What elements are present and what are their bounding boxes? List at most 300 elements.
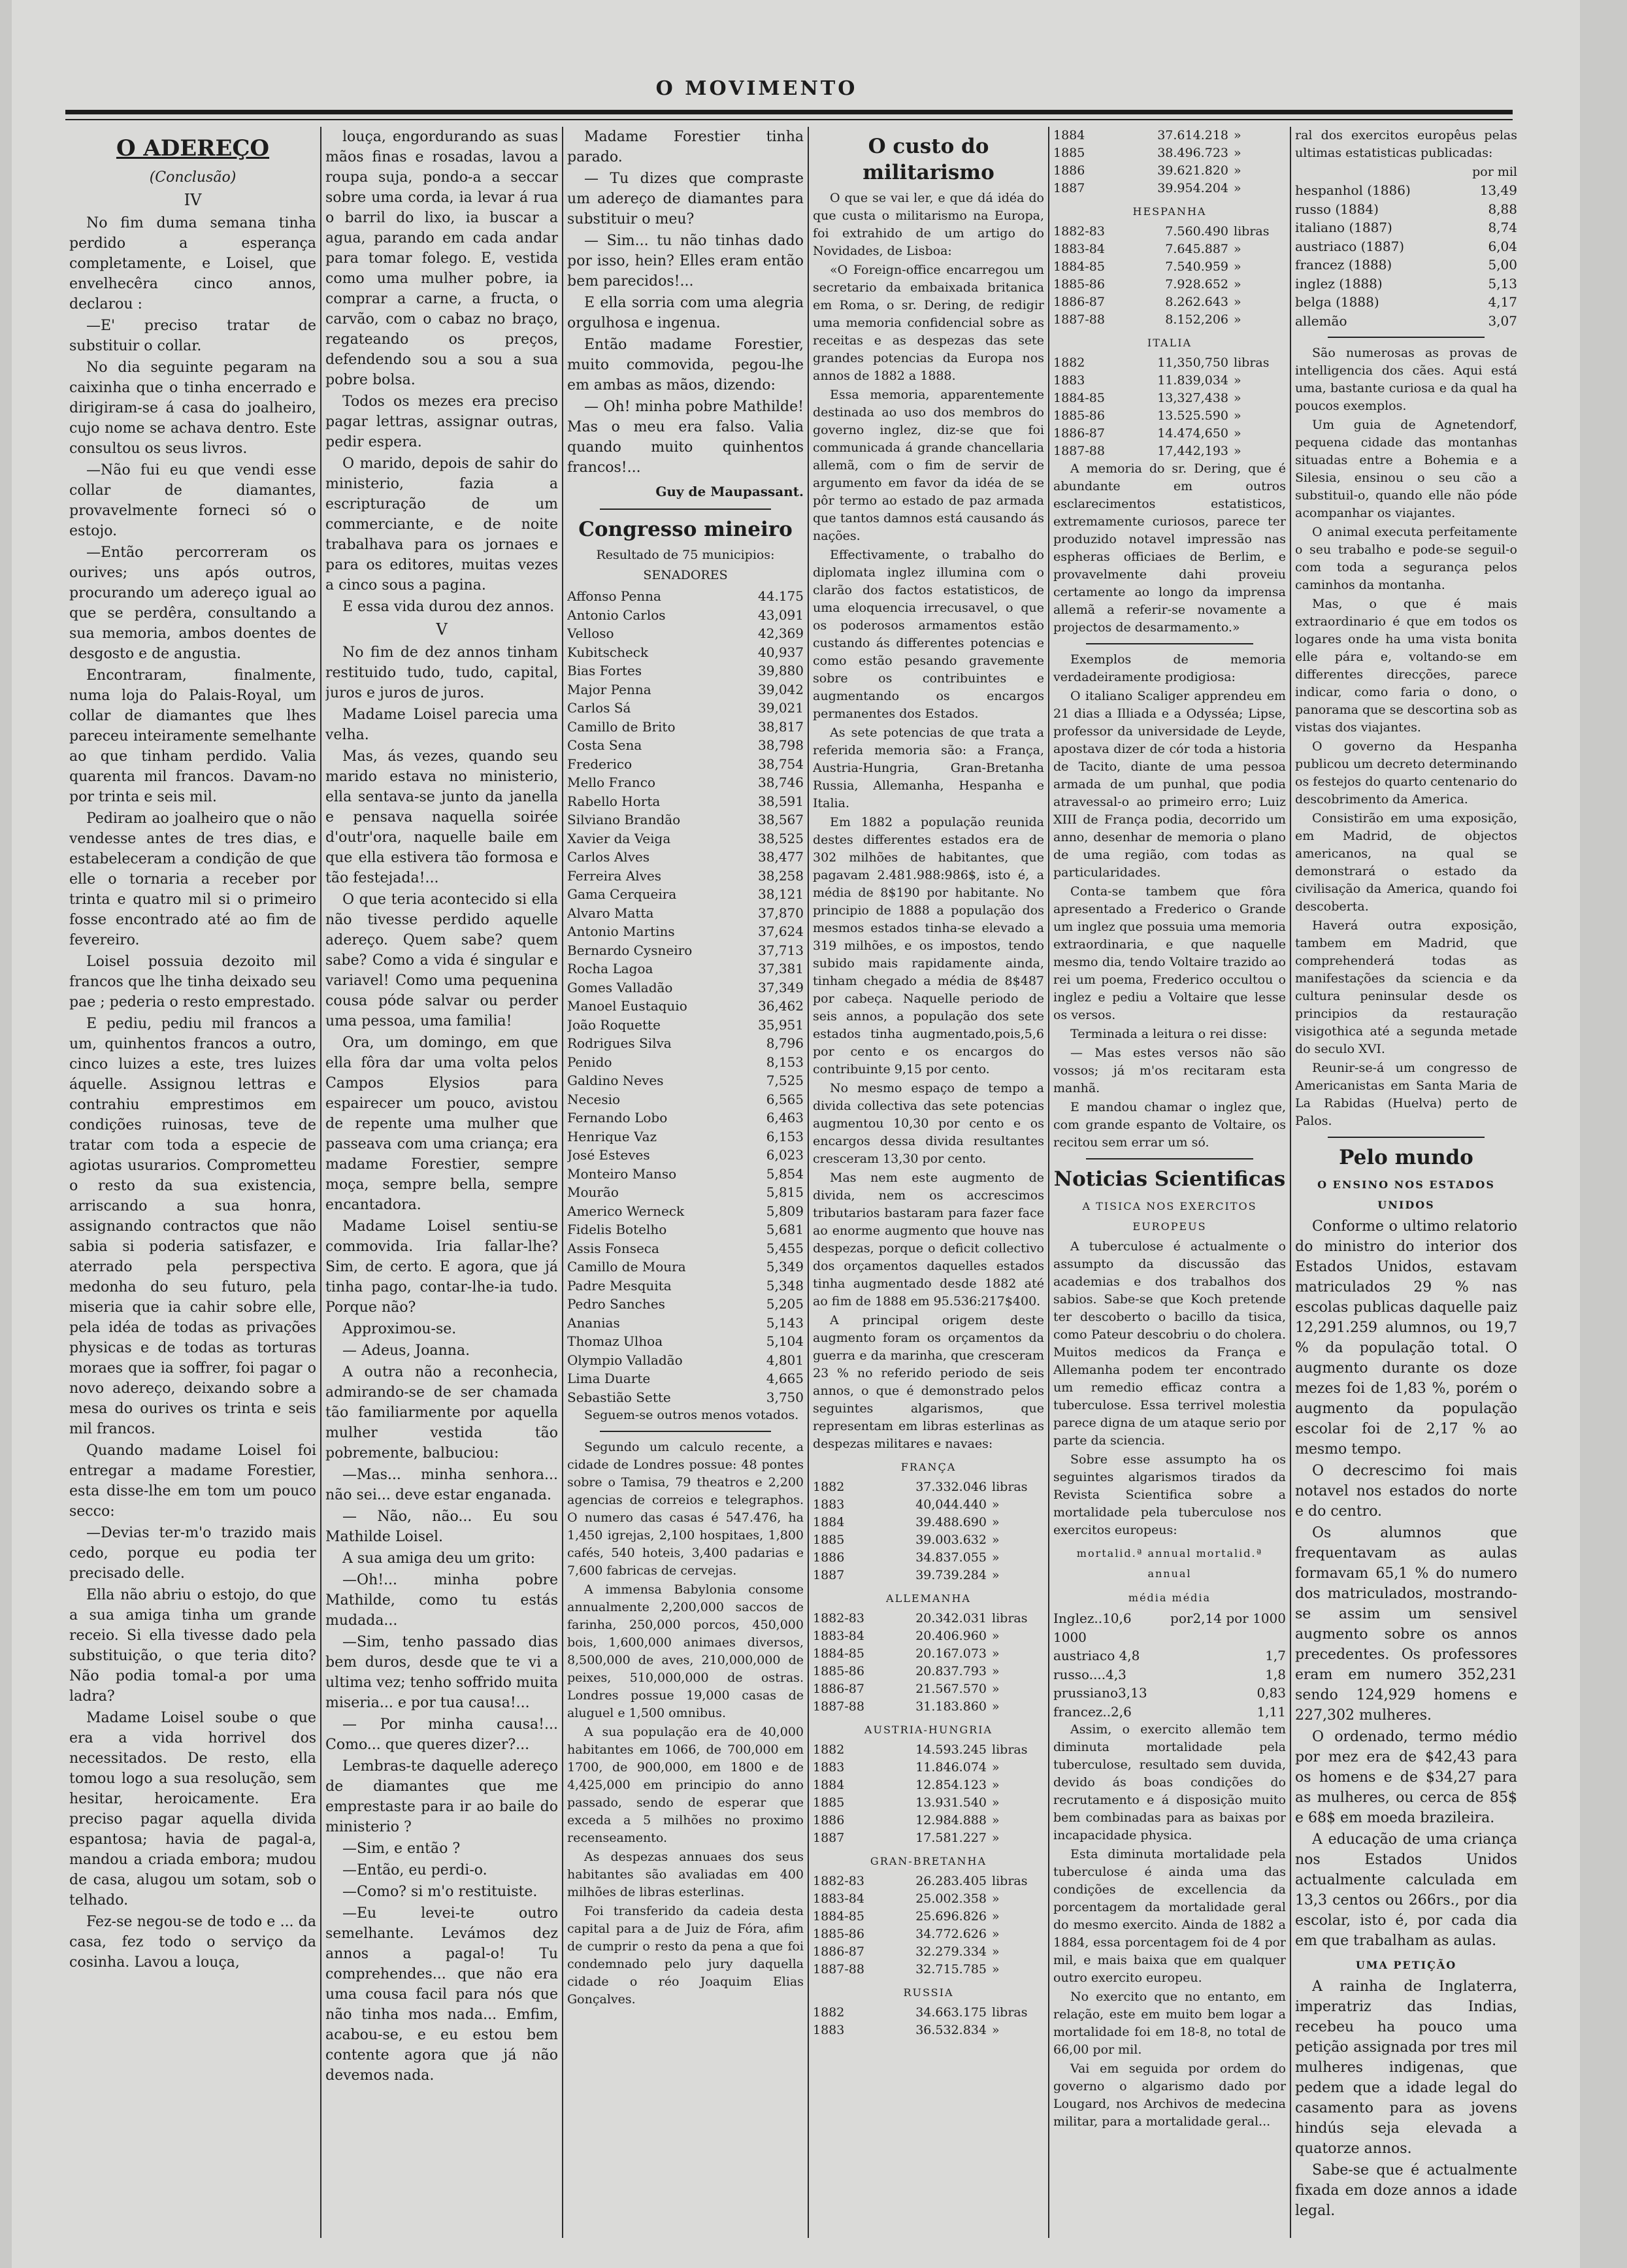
year-cell: 1882-83 [1053,224,1105,239]
table-row [1295,256,1517,275]
paragraph: Madame Loisel parecia uma velha. [325,707,558,743]
paragraph: O animal executa perfeitamente o seu trabalho e pode-se seguil-o com toda a segurança pelos caminhos da montanha. [1295,525,1517,592]
paragraph: Foi transferido da cadeia desta capital para a de Juiz de Fóra, afim de cumprir o resto da pena a que foi condemnado pelo jury daquella cidade o réo Joaquim Elias Gonçalves. [567,1904,804,2007]
tb-table [1053,1609,1286,1721]
unit-cell: » [992,1682,1000,1696]
amount-cell: 12.984.888 [915,1813,987,1827]
table-row [567,867,804,886]
amount-cell: 32.715.785 [915,1962,987,1976]
amount-cell: 39.488.690 [915,1515,987,1529]
paragraph: Esta diminuta mortalidade pela tuberculose é ainda uma das condições de excellencia da porcentagem da mortalidade geral do mesmo exercito. Ainda de 1882 a 1884, essa porcentagem foi de 4 por mil, e mais baixa que em qualquer outro exercito europeu. [1053,1847,1286,1985]
row-label: inglez (1888) [1295,275,1383,292]
unit-cell: » [992,1760,1000,1775]
table-row [567,1295,804,1314]
row-label: Bernardo Cysneiro [567,942,693,958]
paragraph: Madame Loisel soube o que era a vida horrivel dos necessitados. De resto, ella tomou logo a sua resolução, sem hesitar, heroicamente. Era preciso pagar aquella divida espantosa; havia de pagal-a, mandou a criada embora; mudou de casa, alugou um sotam, sob o telhado. [69,1710,316,1909]
column-4 [813,127,1044,2251]
row-label: francez (1888) [1295,257,1392,273]
table-row [567,1239,804,1258]
row-value: 5,00 [1488,257,1517,273]
row-label: Camillo de Moura [567,1259,686,1275]
mortality-table [1295,181,1517,330]
column-1 [69,127,316,2251]
row-value: 1,8 [1265,1666,1286,1682]
table-row [567,606,804,625]
table-heading: GRAN-BRETANHA [870,1855,987,1867]
col1-body [69,213,316,1973]
paragraph: Sobre esse assumpto ha os seguintes algarismos tirados da Revista Scientifica sobre a mortalidade pela tuberculose nos exercitos europeus: [1053,1452,1286,1537]
unit-cell: » [992,1646,1000,1661]
unit-cell: » [992,1497,1000,1512]
amount-cell: 13.931.540 [915,1795,987,1810]
row-value: 38,591 [758,793,804,809]
unit-cell: libras [1234,356,1270,370]
table-row [1053,354,1286,372]
unit-cell: » [1234,277,1241,292]
row-value: 38,525 [758,830,804,846]
row-value: 37,624 [758,924,804,939]
table-row [813,1567,1044,1584]
paragraph: O governo da Hespanha publicou um decreto determinando os festejos do quarto centenario do descobrimento da America. [1295,739,1517,807]
year-cell: 1886 [813,1550,845,1565]
paragraph: A memoria do sr. Dering, que é abundante em outros esclarecimentos estatisticos, extremamente curiosos, parece ter produzido notavel impressão nas espheras officiaes de Berlim, e provavelmente dahi proveiu certamente ao longo da imprensa allemã a referir-se novamente a projectos de desarmamento.» [1053,461,1286,635]
row-label: Mourão [567,1184,619,1200]
year-cell: 1883 [813,2023,845,2037]
year-cell: 1885 [813,1795,845,1810]
unit-cell: » [992,1831,1000,1845]
year-cell: 1885 [813,1533,845,1547]
amount-cell: 25.002.358 [915,1892,987,1906]
table-row [567,885,804,904]
row-value: 5,143 [766,1314,804,1331]
unit-cell: » [992,1927,1000,1941]
paragraph: — Oh! minha pobre Mathilde! Mas o meu era falso. Valia quando muito quinhentos francos!... [567,399,804,476]
paragraph: Reunir-se-á um congresso de Americanistas em Santa Maria de La Rabidas (Huelva) perto de Palos. [1295,1061,1517,1128]
row-label: Necesio [567,1091,621,1107]
unit-cell: » [992,1909,1000,1924]
row-value: 5,348 [766,1277,804,1293]
year-cell: 1884-85 [813,1909,864,1924]
row-label: Frederico [567,756,633,772]
table-row [567,997,804,1016]
amount-cell: 37.614.218 [1157,128,1228,142]
table-row [813,1759,1044,1776]
table-row [567,680,804,699]
top-rule-thin [65,119,1513,120]
row-value: 38,567 [758,812,804,827]
column-divider [808,127,809,2238]
unit-cell: » [1234,312,1241,327]
table-row [567,904,804,923]
row-label: Rocha Lagoa [567,961,653,976]
col4-body [813,190,1044,1453]
tb-header: mortalid.ª annual mortalid.ª annual [1076,1547,1263,1580]
paragraph: Os alumnos que frequentavam as aulas formavam 65,1 % do numero dos matriculados, mostrando-se assim um sensivel augmento sobre os annos precedentes. Os professores eram em numero 352,231 sendo 124,929 homens e 227,302 mulheres. [1295,1525,1517,1724]
row-value: 38,121 [758,886,804,902]
paragraph: Madame Forestier tinha parado. [567,129,804,165]
row-label: Antonio Martins [567,924,675,939]
row-value: 5,349 [766,1259,804,1275]
table-heading: AUSTRIA-HUNGRIA [864,1724,993,1736]
unit-cell: libras [992,1611,1028,1626]
row-value: 38,746 [758,775,804,790]
row-value: 1,11 [1257,1703,1286,1720]
row-label: Assis Fonseca [567,1240,659,1256]
paragraph: —Então percorreram os ourives; uns após outros, procurando um adereço igual ao que se perdêra, consultando a sua memoria, ambos doentes de desgosto e de angustia. [69,544,316,662]
paragraph: — Sim... tu não tinhas dado por isso, hein? Elles eram então bem parecidos!... [567,233,804,290]
amount-cell: 31.183.860 [915,1699,987,1714]
year-cell: 1883-84 [1053,242,1105,256]
table-row [567,1258,804,1276]
table-row [567,1165,804,1184]
paragraph: Ora, um domingo, em que ella fôra dar uma volta pelos Campos Elysios para espairecer um pouco, avistou de repente uma mulher que passeava com uma criança; era madame Forestier, sempre moça, sempre bella, sempre encantadora. [325,1035,558,1213]
unit-cell: » [1234,426,1241,441]
table-row [1053,407,1286,425]
amount-cell: 38.496.723 [1157,146,1228,160]
row-label: Olympio Valladão [567,1352,683,1368]
row-value: 38,477 [758,849,804,865]
row-value: 38,798 [758,737,804,753]
table-row [1053,1684,1286,1703]
row-value: 6,463 [766,1110,804,1126]
paragraph: O marido, depois de sahir do ministerio, fazia a escripturação de um commerciante, e de noite trabalhava para os jornaes e para os editores, muitas vezes a cinco sous a pagina. [325,456,558,593]
row-label: Ananias [567,1314,620,1331]
divider [600,1431,771,1432]
paragraph: No mesmo espaço de tempo a divida collectiva das sete potencias augmentou 10,30 por cento e os encargos dessa divida resultantes cresceram 13,30 por cento. [813,1081,1044,1166]
row-label: Fidelis Botelho [567,1222,667,1237]
row-label: Kubitscheck [567,644,649,660]
paragraph: Segundo um calculo recente, a cidade de Londres possue: 48 pontes sobre o Tamisa, 79 theatros e 2,200 agencias de correios e telegraphos. O numero das casas é 547.476, ha 1,450 igrejas, 2,100 hospitaes, 1,800 cafés, 540 hoteis, 3,400 padarias e 7,600 fabricas de cervejas. [567,1440,804,1578]
table-row [813,1478,1044,1496]
col3-body [567,127,804,478]
paragraph: O italiano Scaliger apprendeu em 21 dias a Illiada e a Odysséa; Lipse, professor da universidade de Leyde, apostava dizer de cór toda a historia de Tacito, diante de uma pessoa armada de um punhal, que podia atravessal-o ao primeiro erro; Luiz XIII de França podia, decorrido um anno, desenhar de memoria o plano de uma região, com todas as particularidades. [1053,689,1286,880]
table-row [1295,275,1517,293]
year-cell: 1883 [813,1760,845,1775]
year-cell: 1887-88 [813,1962,864,1976]
paragraph: A tuberculose é actualmente o assumpto da discussão das academias e dos trabalhos dos sabios. Sabe-se que Koch pretende ter descoberto o bacillo da tisica, como Pateur descobriu o do cholera. Muitos medicos da França e Allemanha podem ter encontrado um remedio efficaz contra a tuberculose. Essa terrivel molestia parece digna de um ataque serio por parte da sciencia. [1053,1239,1286,1448]
table-row [567,1016,804,1035]
table-row [567,959,804,978]
paragraph: No fim de dez annos tinham restituido tudo, tudo, capital, juros e juros de juros. [325,644,558,701]
column-3 [567,127,804,2251]
amount-cell: 20.167.073 [915,1646,987,1661]
paragraph: O que teria acontecido si ella não tivesse perdido aquelle adereço. Quem sabe? quem sabe? Como a vida é singular e variavel! Como uma pequenina cousa póde salvar ou perder uma pessoa, uma familia! [325,892,558,1029]
row-value: 0,83 [1257,1685,1286,1701]
table-heading: ALLEMANHA [886,1592,971,1605]
paragraph: Effectivamente, o trabalho do diplomata inglez illumina com o clarão dos factos estatisticos, de uma eloquencia irrecusavel, o que os poderosos armamentos estão custando ás differentes potencias e como estão pesando gravemente sobre os contribuintes e augmentando os encargos permanentes dos Estados. [813,548,1044,721]
paragraph: A outra não a reconhecia, admirando-se de ser chamada tão familiarmente por aquella mulher vestida tão pobremente, balbuciou: [325,1364,558,1461]
unit-cell: libras [1234,224,1270,239]
table-row [813,1645,1044,1663]
table-row [1295,181,1517,200]
column-divider [562,127,563,2238]
pelo-mundo-title: Pelo mundo [1339,1146,1473,1169]
paragraph: —Mas... minha senhora... não sei... deve estar enganada. [325,1467,558,1503]
unit-cell: » [1234,259,1241,274]
paragraph: As sete potencias de que trata a referida memoria são: a França, Austria-Hungria, Gran-Bretanha Russia, Allemanha, Hespanha e Italia. [813,725,1044,810]
paragraph: Conforme o ultimo relatorio do ministro do interior dos Estados Unidos, estavam matriculados 29 % nas escolas publicas daquelle paiz 12,291.259 alumnos, ou 19,7 % da população total. O augmento durante os doze mezes foi de 1,83 %, porém o augmento da população escolar foi de 2,17 % ao mesmo tempo. [1295,1218,1517,1458]
amount-cell: 21.567.570 [915,1682,987,1696]
per-mil-label: por mil [1472,165,1517,179]
year-cell: 1885-86 [1053,277,1105,292]
row-label: austriaco (1887) [1295,238,1405,254]
paragraph: Todos os mezes era preciso pagar lettras, assignar outras, pedir espera. [325,393,558,450]
amount-cell: 17.581.227 [915,1831,987,1845]
table-row [813,1531,1044,1549]
paragraph: «O Foreign-office encarregou um secretario da embaixada britanica em Roma, o sr. Dering, de redigir uma memoria confidencial sobre as receitas e as despezas das sete grandes potencias da Europa nos annos de 1882 a 1888. [813,263,1044,383]
paragraph: —Oh!... minha pobre Mathilde, como tu estás mudada... [325,1572,558,1629]
column-divider [320,127,321,2238]
row-label: Alvaro Matta [567,905,654,921]
row-value: 37,713 [758,942,804,958]
table-row [1053,442,1286,460]
paragraph: O ordenado, termo médio por mez era de $42,43 para os homens e de $34,27 para as mulheres, ou cerca de 85$ e 68$ em moeda brazileira. [1295,1729,1517,1826]
amount-cell: 8.152,206 [1165,312,1228,327]
table-row [567,1276,804,1295]
year-cell: 1885-86 [813,1664,864,1678]
row-label: Pedro Sanches [567,1296,665,1312]
table-heading: RUSSIA [903,1986,954,1999]
amount-cell: 11,350,750 [1157,356,1228,370]
row-value: 36,462 [758,998,804,1014]
paragraph: —Não fui eu que vendi esse collar de diamantes, provavelmente forneci só o estojo. [69,462,316,539]
year-cell: 1887-88 [813,1699,864,1714]
paragraph: A sua população era de 40,000 habitantes em 1066, de 700,000 em 1700, de 900,000, em 1800 e de 4,425,000 em principio do anno passado, sendo de esperar que exceda a 5 milhões no proximo recenseamento. [567,1725,804,1845]
table-row [567,699,804,718]
paragraph: —Como? si m'o restituiste. [342,1884,538,1900]
row-value: 5,809 [766,1203,804,1219]
paragraph: E essa vida durou dez annos. [342,599,555,615]
noticias-title: Noticias Scientificas [1053,1167,1286,1191]
row-value: 38,754 [758,756,804,772]
row-value: 39,880 [758,663,804,678]
column-divider [1290,127,1291,2238]
year-cell: 1882-83 [813,1611,864,1626]
year-cell: 1887-88 [1053,312,1105,327]
amount-cell: 7.540.959 [1165,259,1228,274]
unit-cell: » [992,2023,1000,2037]
row-value: 3,07 [1488,312,1517,329]
table-row [1053,390,1286,407]
row-value: 5,205 [766,1296,804,1312]
row-value: 6,565 [766,1091,804,1107]
paragraph: E pediu, pediu mil francos a um, quinhentos francos a outro, cinco luizes a este, tres luizes áquelle. Assignou lettras e contrahiu emprestimos em condições ruinosas, teve de tratar com toda a especie de agiotas usurarios. Comprometteu o resto da sua existencia, arriscando a sua honra, assignando contractos que não sabia si poderia satisfazer, e aterrado pela perspectiva medonha do seu futuro, pela miseria que ia cahir sobre elle, pela idéa de todas as privações physicas e de todas as torturas moraes que ia soffrer, foi pagar o novo adereço, deixando sobre a mesa do ourives os trinta e seis mil francos. [69,1016,316,1437]
military-tables [813,1457,1044,2039]
row-label: Costa Sena [567,737,642,753]
table-row [1053,1609,1286,1646]
paragraph: Lembras-te daquelle adereço de diamantes que me emprestaste para ir ao baile do ministerio ? [325,1758,558,1835]
unit-cell: libras [992,1743,1028,1757]
year-cell: 1882 [1053,356,1085,370]
amount-cell: 12.854.123 [915,1778,987,1792]
chapter-number: IV [184,191,202,209]
year-cell: 1884 [813,1778,845,1792]
year-cell: 1883-84 [813,1892,864,1906]
paragraph: — Não, não... Eu sou Mathilde Loisel. [325,1509,558,1545]
year-cell: 1886 [1053,163,1085,178]
col3-body-2 [567,1439,804,2009]
amount-cell: 36.532.834 [915,2023,987,2037]
amount-cell: 7.560.490 [1165,224,1228,239]
paragraph: Approximou-se. [342,1321,457,1337]
unit-cell: » [992,1533,1000,1547]
paragraph: A immensa Babylonia consome annualmente 2,200,000 saccos de farinha, 250,000 porcos, 450,000 bois, 1,600,000 animaes diversos, 8,500,000 de aves, 210,000,000 de peixes, 510,000,000 de ostras. Londres possue 19,000 casas de aluguel e 1,500 omnibus. [567,1582,804,1720]
row-label: belga (1888) [1295,294,1379,310]
row-value: 35,951 [758,1016,804,1033]
table-row [567,922,804,941]
row-label: russo....4,3 [1053,1666,1126,1682]
ensino-head: O ENSINO NOS ESTADOS UNIDOS [1317,1178,1495,1211]
paragraph: Encontraram, finalmente, numa loja do Palais-Royal, um collar de diamantes que lhes pareceu inteiramente semelhante ao que tinham perdido. Valia quarenta mil francos. Davam-no por trinta e seis mil. [69,667,316,805]
row-value: 3,750 [766,1389,804,1405]
paragraph: A rainha de Inglaterra, imperatriz das Indias, recebeu ha pouco uma petição assignada por tres mil mulheres indigenas, que pedem que a idade legal do casamento para as jovens hindús seja elevada a quatorze annos. [1295,1978,1517,2157]
col5-body [1053,460,1286,637]
row-value: 5,854 [766,1165,804,1182]
row-value: 2,14 por 1000 [1192,1610,1286,1626]
paragraph: Mas, o que é mais extraordinario é que em todos os logares onde ha uma vista bonita elle pára e, voltando-se em differentes direcções, parece indicar, como faria o dono, o panorama que se descortina sob as vistas dos viajantes. [1295,597,1517,735]
amount-cell: 39.954.204 [1157,181,1228,195]
congress-head: SENADORES [643,568,728,582]
table-row [567,1053,804,1072]
paragraph: A educação de uma criança nos Estados Unidos actualmente calculada em 13,3 centos ou 266rs., por dia escolar, isto é, por cada dia em que trabalham as aulas. [1295,1831,1517,1949]
row-value: 44.175 [758,588,804,604]
memoria-title: Exemplos de memoria verdadeiramente prodigiosa: [1053,652,1286,684]
table-row [567,1109,804,1127]
row-label: Galdino Neves [567,1073,664,1088]
table-heading: HESPANHA [1132,205,1207,218]
paragraph: Mas nem este augmento de divida, nem os accrescimos tributarios bastaram para fazer face ao enorme augmento que houve nas despezas, porque o deficit collectivo dos orçamentos daquelles estados tinha augmentado desde 1882 até ao fim de 1888 em 95.536:217$400. [813,1171,1044,1309]
amount-cell: 39.621.820 [1157,163,1228,178]
row-value: 39,042 [758,681,804,697]
table-row [567,1183,804,1202]
table-row [1053,372,1286,390]
article-title-militarismo: O custo do militarismo [863,135,994,184]
senators-list [567,587,804,1407]
row-value: 4,17 [1488,294,1517,310]
divider [1086,643,1253,644]
table-row [567,978,804,997]
year-cell: 1884-85 [1053,259,1105,274]
table-row [567,587,804,606]
paragraph: Loisel possuia dezoito mil francos que lhe tinha deixado seu pae ; pederia o resto emprestado. [69,954,316,1010]
row-label: Xavier da Veiga [567,830,671,846]
row-label: José Esteves [567,1147,650,1163]
row-label: Velloso [567,625,614,641]
year-cell: 1887-88 [1053,444,1105,458]
tisica-head: A TISICA NOS EXERCITOS EUROPEUS [1082,1200,1257,1233]
row-value: 1,7 [1265,1648,1286,1663]
amount-cell: 13,327,438 [1157,391,1228,405]
row-label: Lima Duarte [567,1371,651,1386]
table-row [567,1388,804,1407]
unit-cell: » [992,1778,1000,1792]
row-label: Americo Werneck [567,1203,685,1219]
table-row [1053,311,1286,329]
row-label: Antonio Carlos [567,607,666,623]
row-label: Manoel Eustaquio [567,998,687,1014]
col5-body-4 [1053,1721,1286,2131]
row-label: Mello Franco [567,775,655,790]
amount-cell: 8.262.643 [1165,295,1228,309]
paragraph: Essa memoria, apparentemente destinada ao uso dos membros do governo inglez, diz-se que foi communicada á grande chancellaria allemã, com o fim de servir de argumento em favor da idéa de se pôr termo ao estado de paz armada que tantos damnos está causando ás nações. [813,388,1044,543]
table-row [1053,180,1286,197]
paragraph: E mandou chamar o inglez que, com grande espanto de Voltaire, os recitou sem errar um só. [1053,1100,1286,1150]
amount-cell: 11.839,034 [1157,373,1228,388]
row-value: 5,104 [766,1333,804,1349]
row-label: Affonso Penna [567,588,661,604]
amount-cell: 37.332.046 [915,1480,987,1494]
row-value: 39,021 [758,700,804,716]
congress-subtitle: Resultado de 75 municipios: [596,548,775,562]
table-heading: FRANÇA [900,1461,957,1473]
col5-body-2 [1053,688,1286,1152]
table-row [813,1829,1044,1847]
unit-cell: » [992,1515,1000,1529]
paragraph: Assim, o exercito allemão tem diminuta mortalidade pela tuberculose, resultado sem duvida, devido ás boas condições do recrutamento e á disposição muito bem combinadas para as baixas por incapacidade physica. [1053,1722,1286,1843]
row-label: Sebastião Sette [567,1389,671,1405]
year-cell: 1884 [1053,128,1085,142]
unit-cell: » [992,1568,1000,1582]
amount-cell: 25.696.826 [915,1909,987,1924]
table-row [1295,200,1517,219]
col2-body-2 [325,642,558,2086]
amount-cell: 20.837.793 [915,1664,987,1678]
column-divider [1048,127,1049,2238]
amount-cell: 40,044.440 [915,1497,987,1512]
row-label: Major Penna [567,681,651,697]
table-row [567,941,804,960]
unit-cell: » [992,1699,1000,1714]
table-row [813,1908,1044,1926]
paragraph: Pediram ao joalheiro que o não vendesse antes de tres dias, e estabeleceram a condição de que elle o tornaria a receber por trinta e quatro mil si o primeiro fosse encontrado até ao fim de fevereiro. [69,810,316,948]
article-subtitle: (Conclusão) [149,169,237,186]
row-value: 38,817 [758,718,804,735]
paragraph: Conta-se tambem que fôra apresentado a Frederico o Grande um inglez que possuia uma memoria extraordinaria, e que naquelle mesmo dia, tendo Voltaire trazido ao rei um poema, Frederico occultou o inglez e pediu a Voltaire que lesse os versos. [1053,884,1286,1022]
year-cell: 1885 [1053,146,1085,160]
year-cell: 1885-86 [1053,409,1105,423]
unit-cell: » [992,1629,1000,1643]
table-row [1053,127,1286,144]
table-row [1053,276,1286,293]
unit-cell: » [1234,146,1241,160]
table-row [1053,1703,1286,1722]
amount-cell: 39.003.632 [915,1533,987,1547]
paragraph: E ella sorria com uma alegria orgulhosa e ingenua. [567,295,804,331]
paragraph: —E' preciso tratar de substituir o collar. [69,318,316,354]
table-row [813,1496,1044,1514]
table-row [813,2022,1044,2039]
paragraph: São numerosas as provas de intelligencia dos cães. Aqui está uma, bastante curiosa e da qual ha poucos exemplos. [1295,346,1517,413]
unit-cell: » [1234,181,1241,195]
paragraph: No fim duma semana tinha perdido a esperança completamente, e Loisel, que envelhecêra cinco annos, declarou : [69,215,316,312]
unit-cell: » [1234,409,1241,423]
unit-cell: » [992,1664,1000,1678]
table-row [813,1890,1044,1908]
unit-cell: » [992,1892,1000,1906]
unit-cell: » [1234,444,1241,458]
row-label: Rodrigues Silva [567,1035,672,1051]
chapter-number: V [436,620,448,639]
paragraph: No dia seguinte pegaram na caixinha que o tinha encerrado e dirigiram-se á casa do joalheiro, cujo nome se achava dentro. Este consultou os seus livros. [69,359,316,457]
table-row [813,1961,1044,1978]
amount-cell: 34.837.055 [915,1550,987,1565]
divider [1328,337,1485,338]
amount-cell: 11.846.074 [915,1760,987,1775]
row-value: 5,13 [1488,275,1517,292]
paragraph: — Adeus, Joanna. [342,1342,470,1359]
column-5 [1053,127,1286,2251]
row-value: 8,74 [1488,220,1517,235]
